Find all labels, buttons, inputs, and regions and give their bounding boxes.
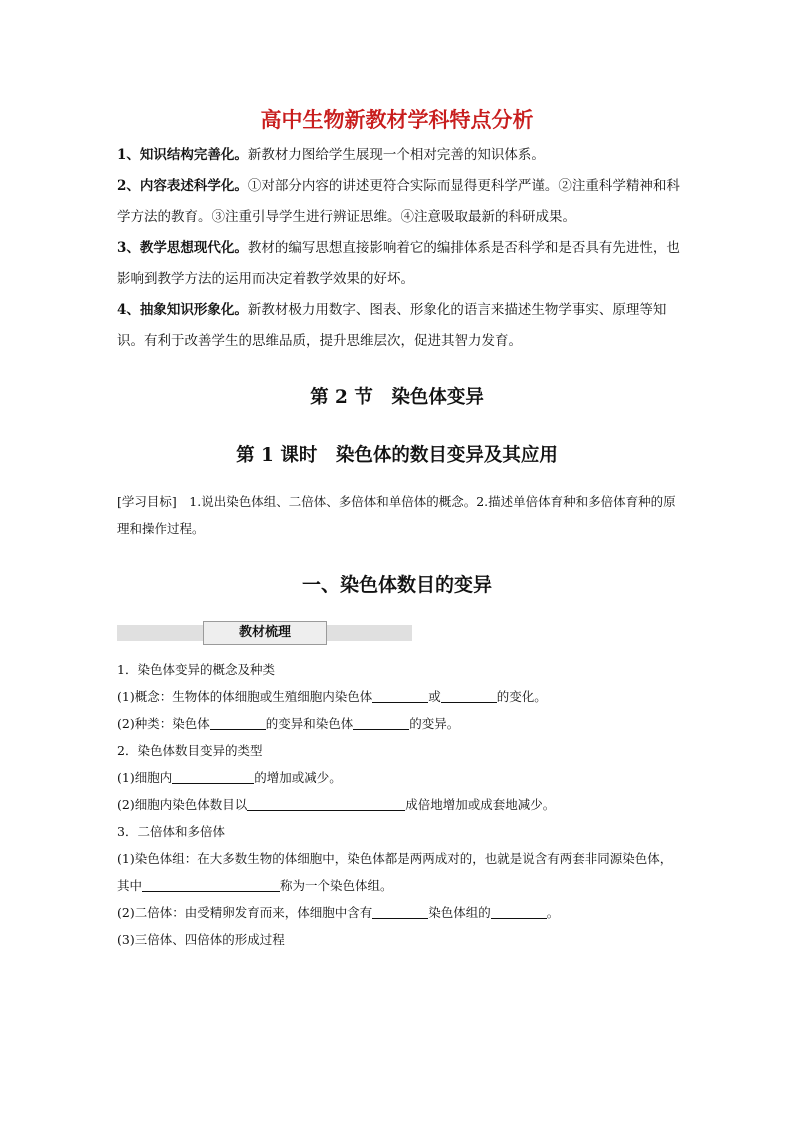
content-line: (2)二倍体：由受精卵发育而来，体细胞中含有 染色体组的 。 [117,905,560,920]
fill-blank[interactable] [210,715,266,730]
content-line: (3)三倍体、四倍体的形成过程 [117,932,285,947]
content-line: (2)种类：染色体 的变异和染色体 的变异。 [117,716,460,731]
fill-blank[interactable] [172,769,254,784]
content-line: (1)概念：生物体的体细胞或生殖细胞内染色体 或 的变化。 [117,689,547,704]
objective-label: [学习目标] [117,494,177,509]
content-heading-1: 1．染色体变异的概念及种类 [117,662,275,677]
lesson-title: 第 1 课时 染色体的数目变异及其应用 [236,445,558,466]
content-body [117,656,683,953]
content-line: (1)细胞内 的增加或减少。 [117,770,342,785]
fill-blank[interactable] [441,688,497,703]
section-title: 第 2 节 染色体变异 [310,387,484,408]
fill-blank[interactable] [372,688,428,703]
fill-blank[interactable] [247,796,405,811]
fill-blank[interactable] [142,877,280,892]
learning-objective [117,488,683,542]
fill-blank[interactable] [372,904,428,919]
content-line: (2)细胞内染色体数目以 成倍地增加或成套地减少。 [117,797,556,812]
intro-item-4: 4、抽象知识形象化。新教材极力用数字、图表、形象化的语言来描述生物学事实、原理等知识。有利于改善学生的思维品质，提升思维层次，促进其智力发育。 [117,302,667,349]
content-heading-2: 2．染色体数目变异的类型 [117,743,263,758]
intro-list [117,140,683,357]
intro-item-2: 2、内容表述科学化。①对部分内容的讲述更符合实际而显得更科学严谨。②注重科学精神和科学方法的教育。③注重引导学生进行辨证思维。④注意吸取最新的科研成果。 [117,178,680,225]
objective-text: 1.说出染色体组、二倍体、多倍体和单倍体的概念。2.描述单倍体育种和多倍体育种的原理和操作过程。 [117,494,676,536]
page-title: 高中生物新教材学科特点分析 [260,108,534,132]
part-heading: 一、染色体数目的变异 [301,574,492,596]
content-line: (1)染色体组：在大多数生物的体细胞中，染色体都是两两成对的，也就是说含有两套非同源染色体，其中 称为一个染色体组。 [117,851,673,893]
intro-item-1: 1、知识结构完善化。新教材力图给学生展现一个相对完善的知识体系。 [117,147,545,163]
band-label: 教材梳理 [203,621,327,645]
fill-blank[interactable] [491,904,547,919]
fill-blank[interactable] [353,715,409,730]
content-heading-3: 3．二倍体和多倍体 [117,824,225,839]
intro-item-3: 3、教学思想现代化。教材的编写思想直接影响着它的编排体系是否科学和是否具有先进性，也影响到教学方法的运用而决定着教学效果的好坏。 [117,240,680,287]
